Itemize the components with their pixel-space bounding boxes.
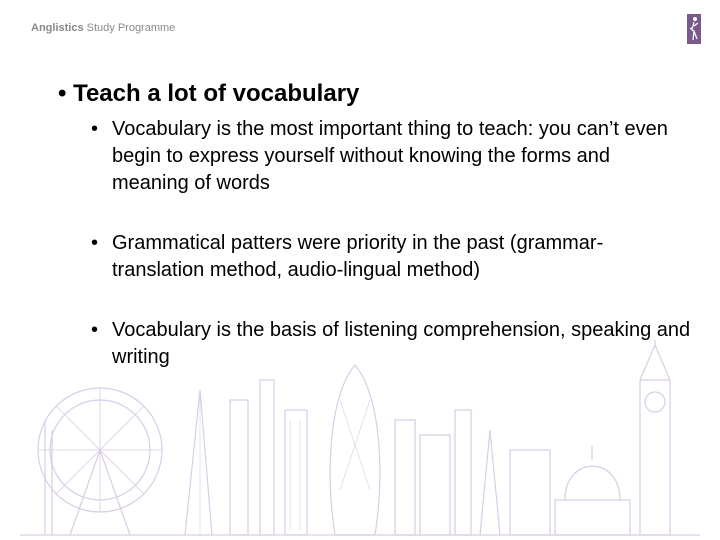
slide-header [31, 22, 175, 34]
bullet-dot: • [91, 118, 99, 140]
bullet-dot: • [91, 319, 99, 341]
bullet-point-3 [91, 317, 691, 371]
bullet-text: Vocabulary is the basis of listening comprehension, speaking and writing [112, 319, 691, 368]
bullet-text: Grammatical patters were priority in the past (grammar-translation method, audio-lingual method) [112, 232, 604, 281]
header-brand: Anglistics [31, 22, 84, 34]
title-bullet: • [58, 80, 67, 107]
slide-title [58, 80, 359, 108]
bullet-point-2 [91, 230, 691, 284]
bullet-point-1 [91, 116, 691, 197]
bullet-text: Vocabulary is the most important thing to teach: you can’t even begin to express yourself without knowing the forms and meaning of words [112, 118, 668, 194]
title-text: Teach a lot of vocabulary [73, 80, 360, 107]
bullet-dot: • [91, 232, 99, 254]
header-subtitle: Study Programme [86, 22, 176, 34]
dancer-silhouette-icon [687, 14, 701, 44]
